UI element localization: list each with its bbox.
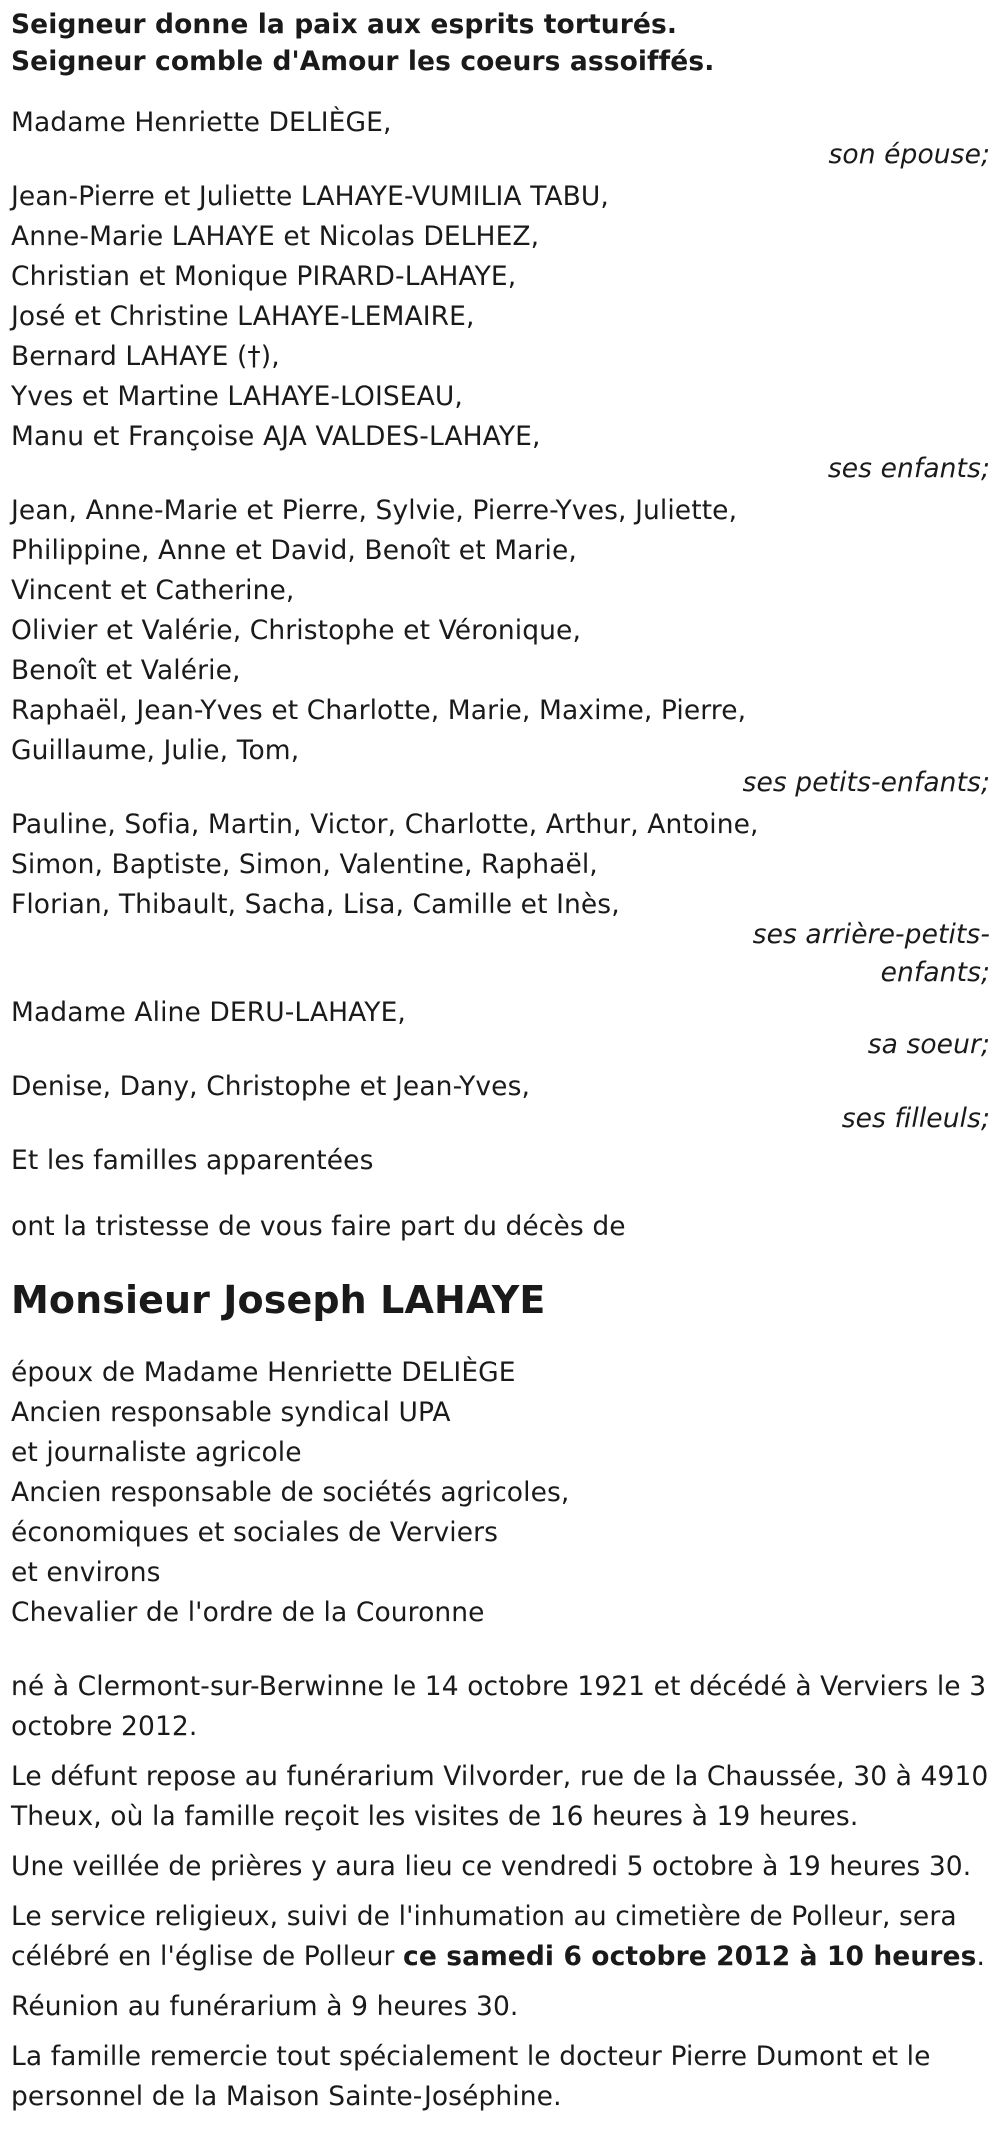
title-line: et journaliste agricole bbox=[11, 1437, 302, 1468]
title-line: Chevalier de l'ordre de la Couronne bbox=[11, 1597, 485, 1628]
title-line: et environs bbox=[11, 1557, 161, 1588]
family-name-line: Vincent et Catherine, bbox=[11, 575, 295, 606]
prayer-line: Seigneur donne la paix aux esprits torturés. bbox=[11, 9, 678, 40]
family-name-line: Christian et Monique PIRARD-LAHAYE, bbox=[11, 261, 517, 292]
service-paragraph bbox=[11, 1897, 990, 1977]
thanks-paragraph: La famille remercie tout spécialement le docteur Pierre Dumont et le personnel de la Maison Sainte-Joséphine. bbox=[11, 2041, 931, 2112]
family-name-line: Madame Aline DERU-LAHAYE, bbox=[11, 997, 406, 1028]
family-group-grandchildren bbox=[11, 491, 990, 798]
meeting-paragraph: Réunion au funérarium à 9 heures 30. bbox=[11, 1991, 519, 2022]
family-name-line: Florian, Thibault, Sacha, Lisa, Camille et Inès, bbox=[11, 889, 620, 920]
family-group-godchildren bbox=[11, 1067, 990, 1134]
funeral-details bbox=[11, 1667, 990, 2117]
relatives-line: Et les familles apparentées bbox=[11, 1145, 374, 1176]
announcement-line: ont la tristesse de vous faire part du décès de bbox=[11, 1211, 626, 1242]
family-name-line: Jean-Pierre et Juliette LAHAYE-VUMILIA TABU, bbox=[11, 181, 609, 212]
family-name-line: Denise, Dany, Christophe et Jean-Yves, bbox=[11, 1071, 530, 1102]
family-group-children bbox=[11, 177, 990, 484]
family-name-line: Raphaël, Jean-Yves et Charlotte, Marie, Maxime, Pierre, bbox=[11, 695, 747, 726]
family-name-line: Manu et Françoise AJA VALDES-LAHAYE, bbox=[11, 421, 541, 452]
obituary-column bbox=[11, 0, 990, 2117]
family-name-line: Pauline, Sofia, Martin, Victor, Charlotte, Arthur, Antoine, bbox=[11, 809, 759, 840]
family-name-line: Benoît et Valérie, bbox=[11, 655, 241, 686]
birth-death-paragraph: né à Clermont-sur-Berwinne le 14 octobre 1921 et décédé à Verviers le 3 octobre 2012. bbox=[11, 1671, 987, 1742]
family-group-spouse bbox=[11, 103, 990, 170]
family-name-line: Simon, Baptiste, Simon, Valentine, Raphaël, bbox=[11, 849, 598, 880]
family-name-line: Yves et Martine LAHAYE-LOISEAU, bbox=[11, 381, 463, 412]
relation-label: son épouse; bbox=[828, 139, 990, 170]
family-name-line: Bernard LAHAYE (†), bbox=[11, 341, 280, 372]
deceased-name: Monsieur Joseph LAHAYE bbox=[11, 1278, 546, 1322]
service-date: ce samedi 6 octobre 2012 à 10 heures bbox=[403, 1941, 977, 1972]
title-line: Ancien responsable syndical UPA bbox=[11, 1397, 451, 1428]
relation-label: ses filleuls; bbox=[841, 1103, 990, 1134]
funeral-home-paragraph: Le défunt repose au funérarium Vilvorder, rue de la Chaussée, 30 à 4910 Theux, où la famille reçoit les visites de 16 heures à 19 heures. bbox=[11, 1761, 989, 1832]
relation-label: enfants; bbox=[880, 957, 990, 988]
service-text: Le service religieux, suivi de l'inhumation au cimetière de Polleur, sera célébré en l'église de Polleur bbox=[11, 1901, 957, 1972]
family-name-line: Guillaume, Julie, Tom, bbox=[11, 735, 300, 766]
relation-label: ses enfants; bbox=[827, 453, 990, 484]
relation-label: ses petits-enfants; bbox=[742, 767, 990, 798]
family-name-line: José et Christine LAHAYE-LEMAIRE, bbox=[11, 301, 475, 332]
family-group-sister bbox=[11, 993, 990, 1060]
family-name-line: Philippine, Anne et David, Benoît et Marie, bbox=[11, 535, 577, 566]
family-name-line: Jean, Anne-Marie et Pierre, Sylvie, Pierre-Yves, Juliette, bbox=[11, 495, 738, 526]
prayer bbox=[11, 0, 990, 80]
family-name-line: Madame Henriette DELIÈGE, bbox=[11, 107, 392, 138]
family-name-line: Olivier et Valérie, Christophe et Véronique, bbox=[11, 615, 581, 646]
title-line: époux de Madame Henriette DELIÈGE bbox=[11, 1357, 516, 1388]
family-name-line: Anne-Marie LAHAYE et Nicolas DELHEZ, bbox=[11, 221, 540, 252]
deceased-titles bbox=[11, 1353, 990, 1633]
family-group-great-grandchildren bbox=[11, 805, 990, 991]
vigil-paragraph: Une veillée de prières y aura lieu ce vendredi 5 octobre à 19 heures 30. bbox=[11, 1851, 972, 1882]
title-line: Ancien responsable de sociétés agricoles, bbox=[11, 1477, 570, 1508]
relation-label: sa soeur; bbox=[867, 1029, 990, 1060]
prayer-line: Seigneur comble d'Amour les coeurs assoiffés. bbox=[11, 46, 715, 77]
title-line: économiques et sociales de Verviers bbox=[11, 1517, 498, 1548]
relation-label: ses arrière-petits- bbox=[752, 919, 990, 950]
service-end: . bbox=[976, 1941, 985, 1972]
